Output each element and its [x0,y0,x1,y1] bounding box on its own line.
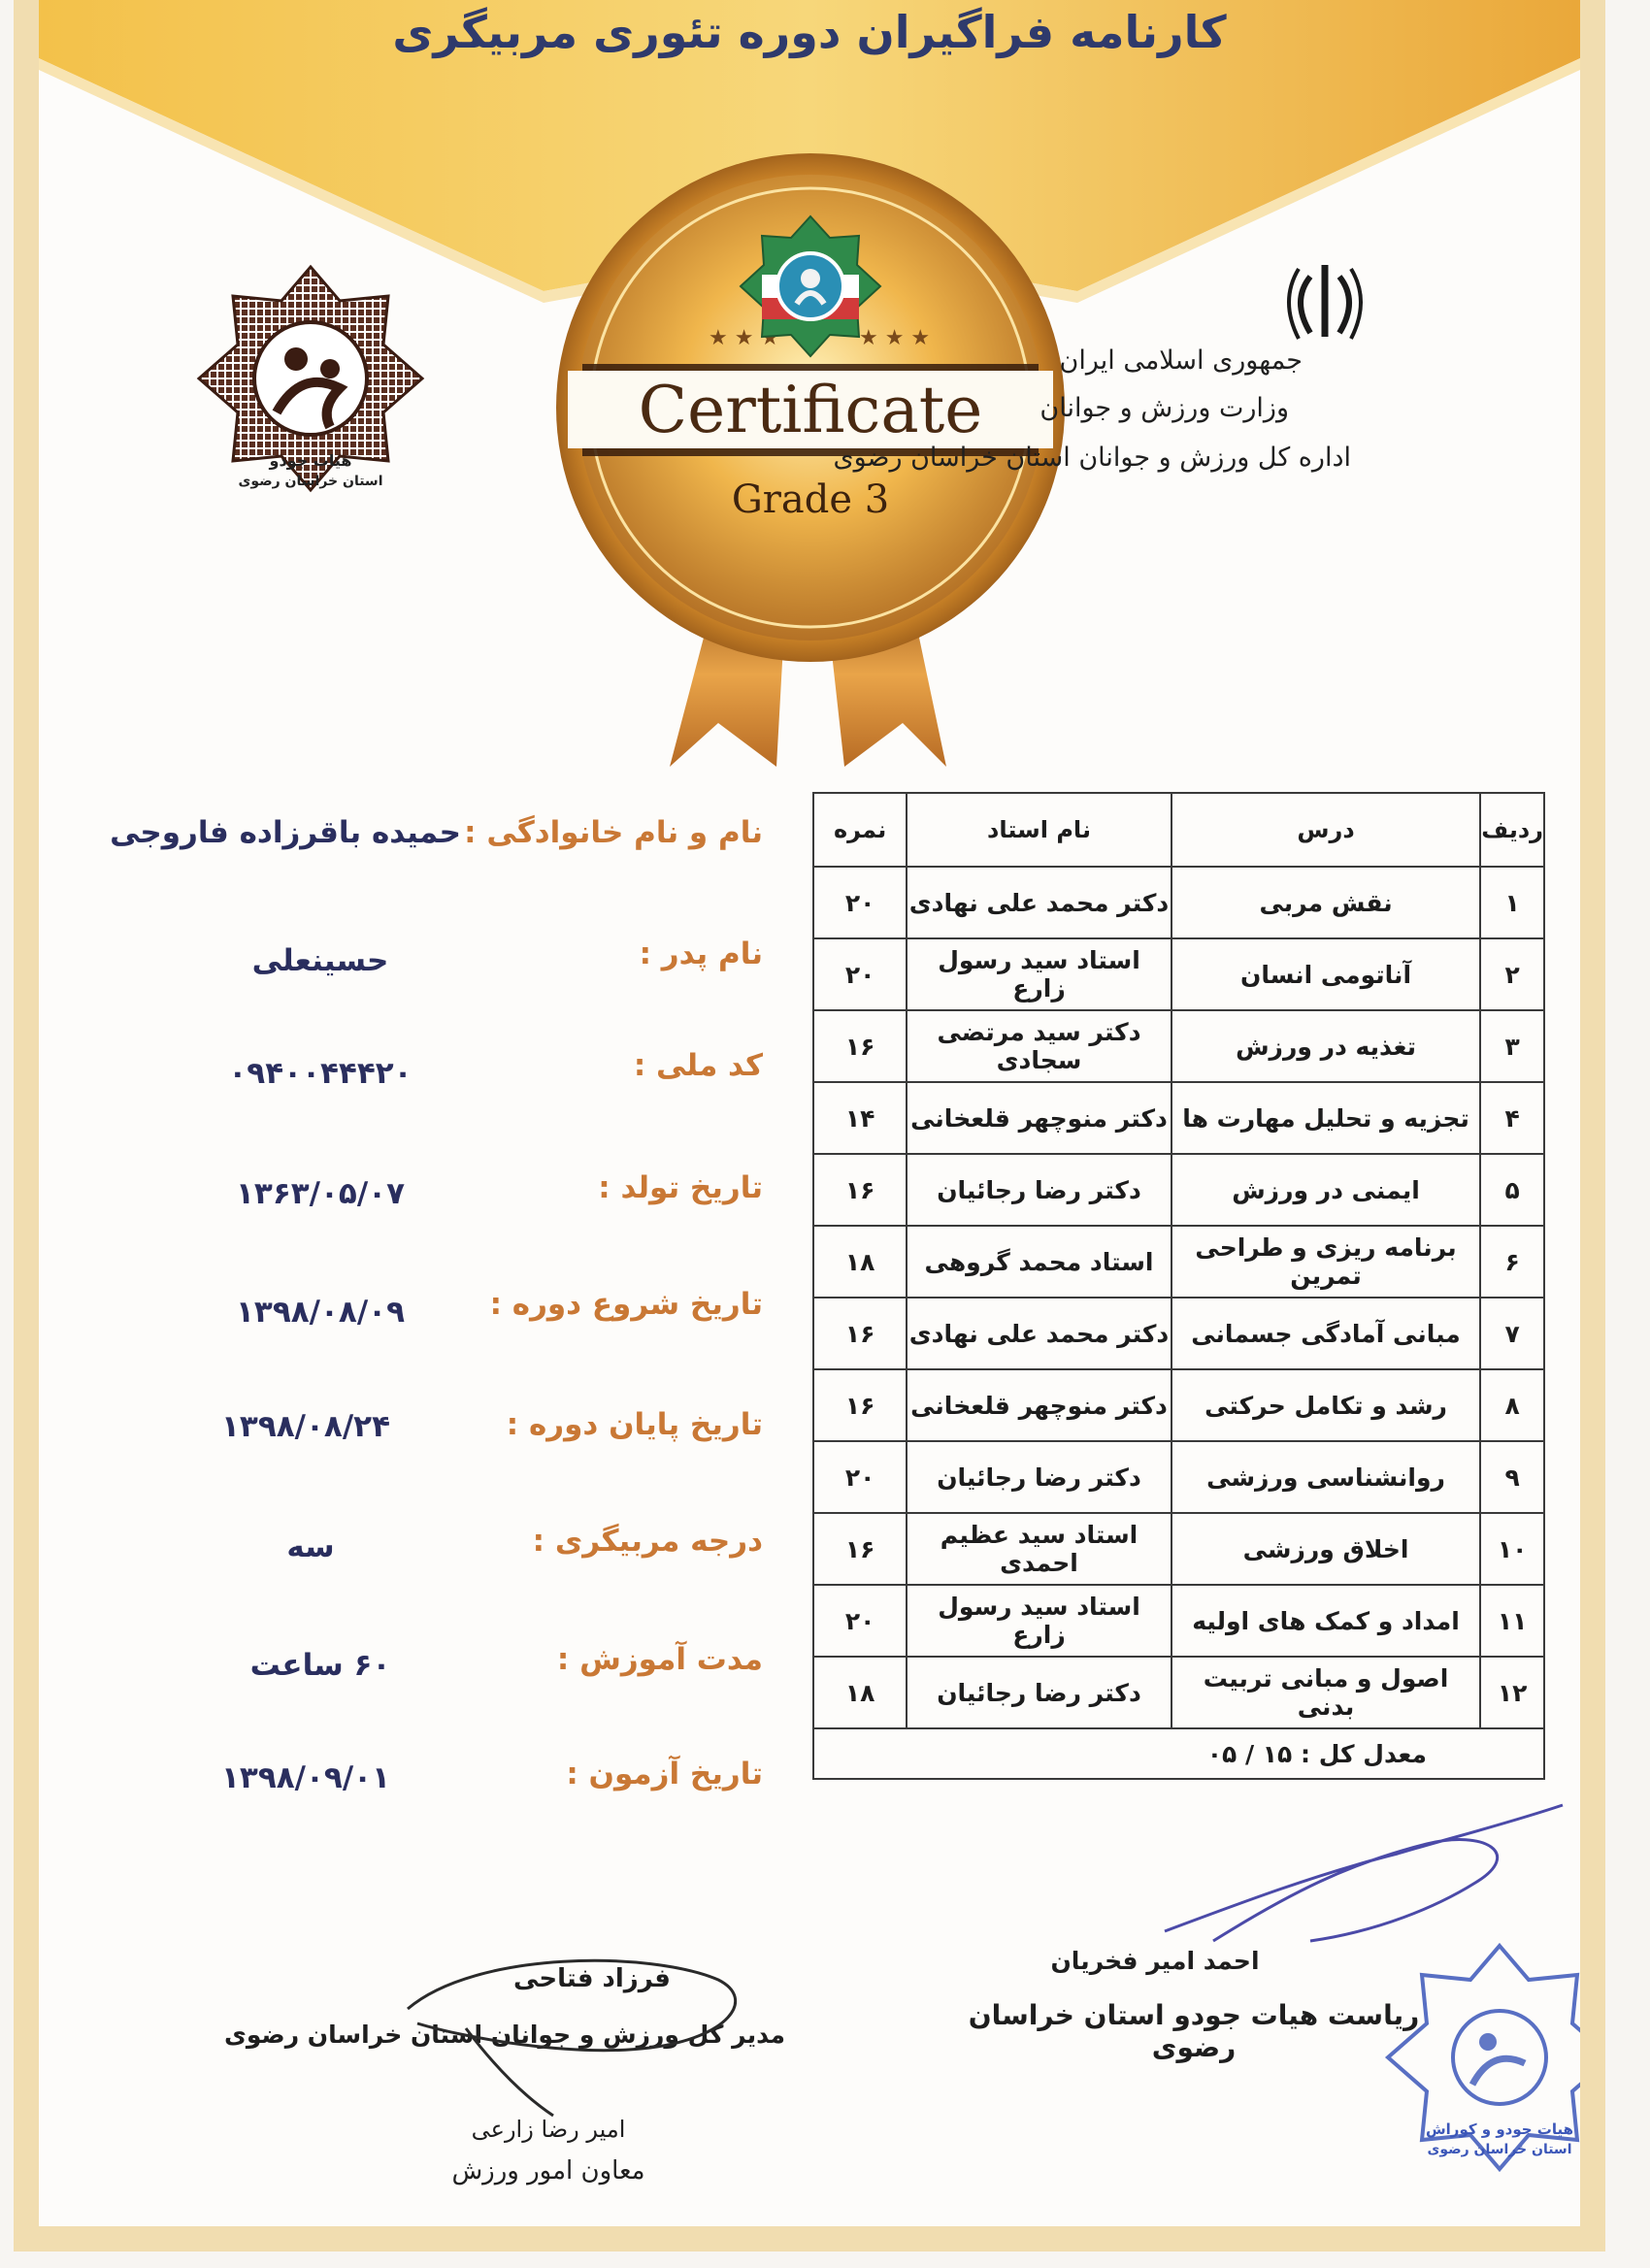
row-number: ۸ [1480,1369,1544,1441]
coaching-level-label: درجه مربیگری : [532,1524,763,1559]
course-cell: نقش مربی [1172,867,1480,938]
table-row [813,867,1544,938]
table-row [813,1441,1544,1513]
course-cell: اخلاق ورزشی [1172,1513,1480,1585]
table-row [813,1369,1544,1441]
table-row [813,1657,1544,1728]
course-cell: مبانی آمادگی جسمانی [1172,1298,1480,1369]
average-row [813,1728,1544,1779]
course-cell: تغذیه در ورزش [1172,1010,1480,1082]
official-stamp-icon [1383,1941,1605,2174]
certificate-word: Certificate [638,373,983,447]
right-signer-name: احمد امیر فخریان [1050,1947,1260,1975]
row-number: ۱ [1480,867,1544,938]
teacher-cell: دکتر منوچهر قلعخانی [907,1082,1172,1154]
grade-cell: ۱۶ [813,1154,907,1226]
judo-logo-caption-2: استان خراسان رضوی [238,474,383,489]
start-date-label: تاریخ شروع دوره : [489,1287,763,1322]
grades-table [812,792,1545,1780]
birth-date-label: تاریخ تولد : [598,1170,763,1205]
iran-emblem-icon [1281,257,1369,345]
average-cell: معدل کل : ۱۵ / ۰۵ [813,1728,1544,1779]
end-date-label: تاریخ پایان دوره : [506,1407,763,1442]
stamp-caption-2: استان خراسان رضوی [1427,2142,1572,2157]
gov-line-3: اداره کل ورزش و جوانان استان خراسان رضوی [833,443,1351,473]
national-id-value: ۰۹۴۰۰۴۴۴۲۰ [228,1056,412,1091]
teacher-cell: دکتر سید مرتضی سجادی [907,1010,1172,1082]
table-row [813,1154,1544,1226]
row-number: ۶ [1480,1226,1544,1298]
teacher-cell: دکتر رضا رجائیان [907,1154,1172,1226]
row-number: ۱۰ [1480,1513,1544,1585]
signature-scribble-right [1155,1786,1582,1951]
grade-cell: ۲۰ [813,1441,907,1513]
teacher-cell: استاد سید رسول زارع [907,1585,1172,1657]
right-signer-title: ریاست هیات جودو استان خراسان رضوی [968,1999,1420,2063]
name-value: حمیده باقرزاده فاروجی [110,815,461,850]
certificate-page [14,0,1605,2252]
name-label: نام و نام خانوادگی : [464,815,763,850]
course-cell: ایمنی در ورزش [1172,1154,1480,1226]
grade-cell: ۲۰ [813,1585,907,1657]
table-header-row [813,793,1544,867]
row-number: ۹ [1480,1441,1544,1513]
row-number: ۲ [1480,938,1544,1010]
father-label: نام پدر : [639,937,763,971]
gov-line-2: وزارت ورزش و جوانان [1040,393,1289,423]
row-number: ۵ [1480,1154,1544,1226]
table-row [813,1298,1544,1369]
course-cell: برنامه ریزی و طراحی تمرین [1172,1226,1480,1298]
gov-line-1: جمهوری اسلامی ایران [1059,345,1303,376]
teacher-cell: دکتر محمد علی نهادی [907,1298,1172,1369]
grade-cell: ۱۶ [813,1513,907,1585]
row-number: ۷ [1480,1298,1544,1369]
duration-label: مدت آموزش : [556,1642,763,1677]
grade-cell: ۱۸ [813,1226,907,1298]
table-row [813,1226,1544,1298]
page-title: کارنامه فراگیران دوره تئوری مربیگری [392,6,1227,58]
judo-logo-caption-1: هیات جودو [269,451,352,470]
table-row [813,938,1544,1010]
course-cell: تجزیه و تحلیل مهارت ها [1172,1082,1480,1154]
birth-date-value: ۱۳۶۳/۰۵/۰۷ [235,1176,405,1211]
course-cell: آناتومی انسان [1172,938,1480,1010]
table-row [813,1585,1544,1657]
teacher-cell: دکتر رضا رجائیان [907,1441,1172,1513]
course-cell: اصول و مبانی تربیت بدنی [1172,1657,1480,1728]
exam-date-value: ۱۳۹۸/۰۹/۰۱ [220,1760,390,1795]
teacher-cell: دکتر منوچهر قلعخانی [907,1369,1172,1441]
table-row [813,1010,1544,1082]
row-number: ۱۱ [1480,1585,1544,1657]
row-number: ۴ [1480,1082,1544,1154]
svg-text:★ ★ ★: ★ ★ ★ [859,326,931,350]
teacher-cell: استاد محمد گروهی [907,1226,1172,1298]
grade-cell: ۲۰ [813,867,907,938]
course-cell: روانشناسی ورزشی [1172,1441,1480,1513]
teacher-cell: دکتر رضا رجائیان [907,1657,1172,1728]
stamp-caption-1: هیات جودو و کوراش [1425,2120,1574,2138]
grade-cell: ۲۰ [813,938,907,1010]
table-row [813,1513,1544,1585]
coaching-level-value: سه [286,1529,335,1564]
grade-cell: ۱۸ [813,1657,907,1728]
grade-cell: ۱۴ [813,1082,907,1154]
start-date-value: ۱۳۹۸/۰۸/۰۹ [235,1295,405,1330]
federation-emblem-icon [741,216,880,356]
end-date-value: ۱۳۹۸/۰۸/۲۴ [220,1409,390,1444]
left-signer-name: فرزاد فتاحی [513,1964,671,1993]
signature-scribble-left [330,1931,776,2125]
row-number: ۱۲ [1480,1657,1544,1728]
row-number: ۳ [1480,1010,1544,1082]
header-grade: نمره [813,793,907,867]
deputy-name: امیر رضا زارعی [471,2116,626,2143]
grade-cell: ۱۶ [813,1369,907,1441]
grade-cell: ۱۶ [813,1010,907,1082]
header-teacher: نام استاد [907,793,1172,867]
exam-date-label: تاریخ آزمون : [566,1757,763,1791]
father-value: حسینعلی [251,943,389,978]
header-course: درس [1172,793,1480,867]
national-id-label: کد ملی : [633,1048,763,1083]
deputy-title: معاون امور ورزش [451,2156,645,2186]
grade-cell: ۱۶ [813,1298,907,1369]
left-signer-title: مدیر کل ورزش و جوانان استان خراسان رضوی [223,2021,786,2049]
certificate-grade: Grade 3 [731,477,890,522]
duration-value: ۶۰ ساعت [249,1648,391,1683]
teacher-cell: دکتر محمد علی نهادی [907,867,1172,938]
course-cell: رشد و تکامل حرکتی [1172,1369,1480,1441]
teacher-cell: استاد سید عظیم احمدی [907,1513,1172,1585]
header-row-number: ردیف [1480,793,1544,867]
teacher-cell: استاد سید رسول زارع [907,938,1172,1010]
course-cell: امداد و کمک های اولیه [1172,1585,1480,1657]
table-row [813,1082,1544,1154]
svg-text:★ ★ ★: ★ ★ ★ [709,326,780,350]
